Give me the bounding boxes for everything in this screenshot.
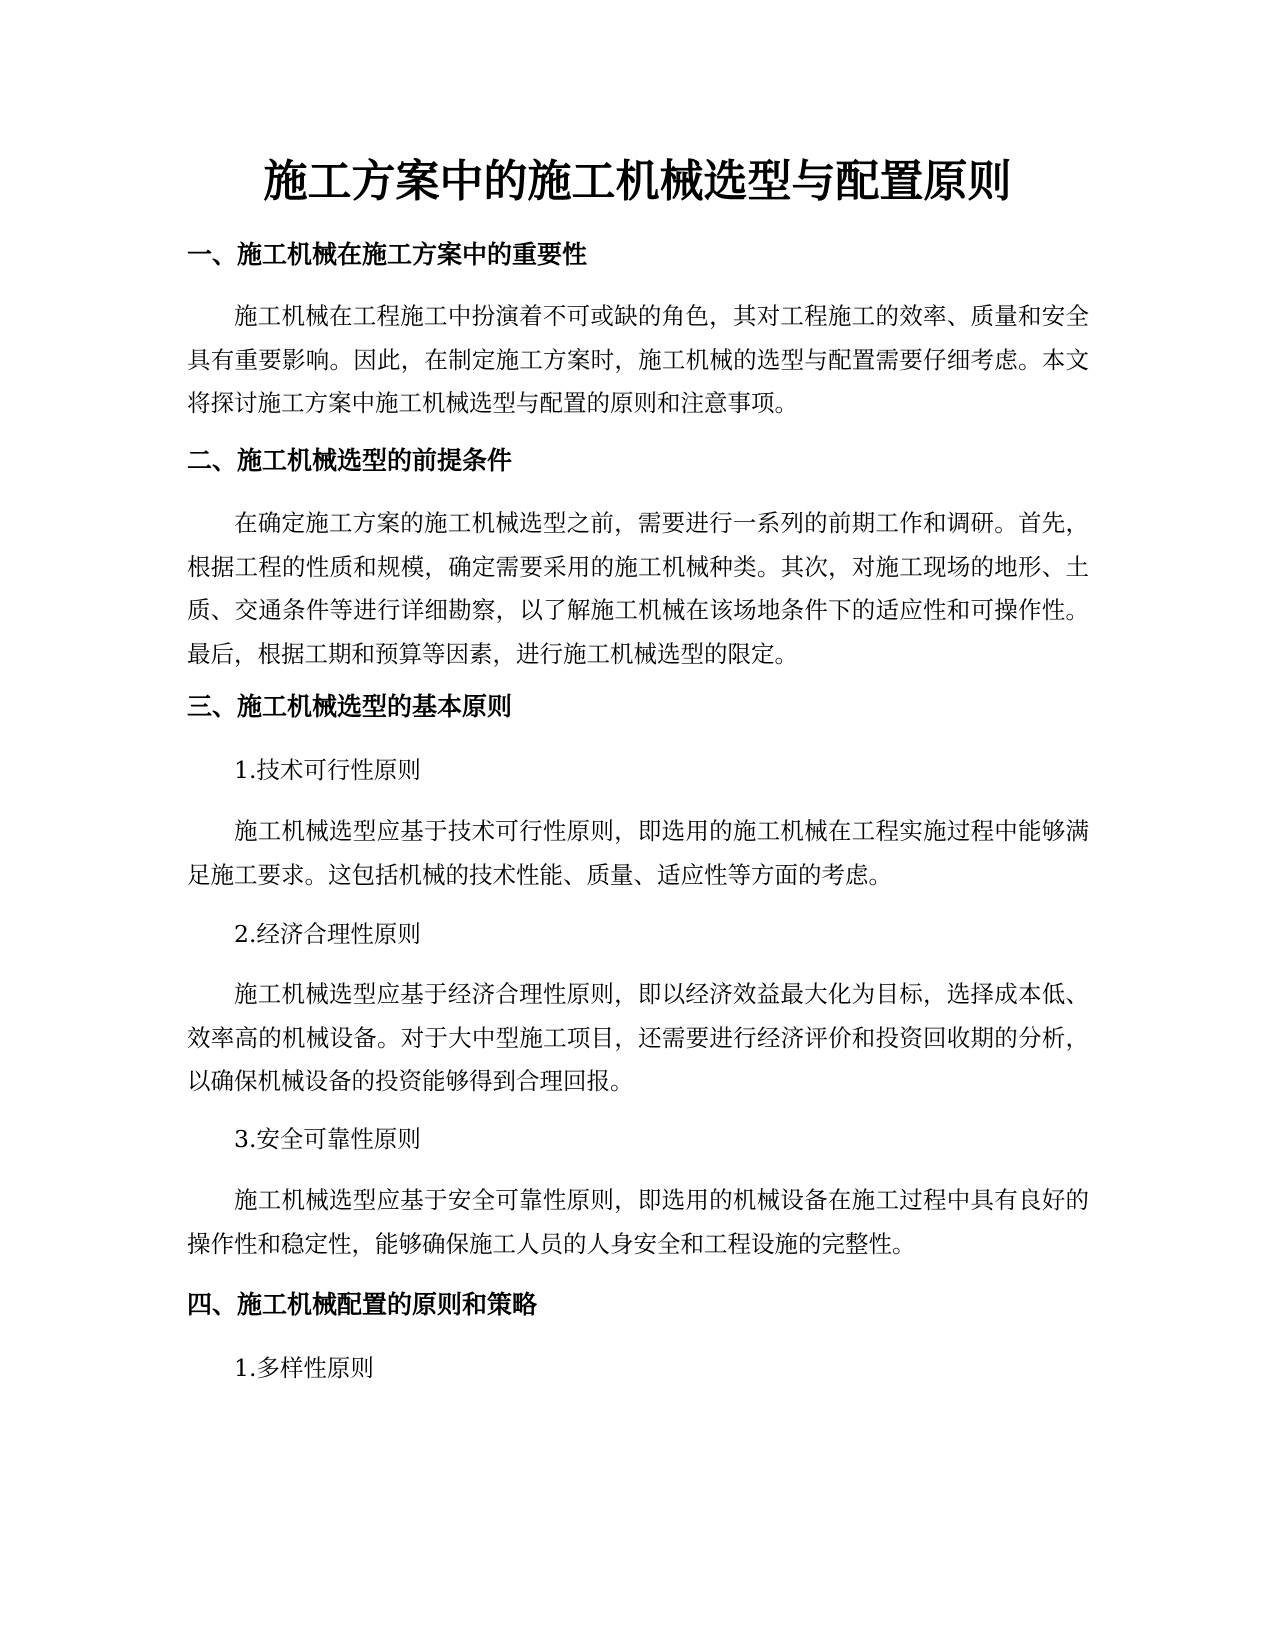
section-heading-4: 四、施工机械配置的原则和策略 <box>187 1290 538 1319</box>
section-heading-3: 三、施工机械选型的基本原则 <box>187 692 513 721</box>
principle-paragraph-technical: 施工机械选型应基于技术可行性原则，即选用的施工机械在工程实施过程中能够满足施工要求。这包括机械的技术性能、质量、适应性等方面的考虑。 <box>187 817 1089 889</box>
principle-paragraph-economic: 施工机械选型应基于经济合理性原则，即以经济效益最大化为目标，选择成本低、效率高的机械设备。对于大中型施工项目，还需要进行经济评价和投资回收期的分析，以确保机械设备的投资能够得到合理回报。 <box>187 980 1089 1095</box>
section-1-paragraph: 施工机械在工程施工中扮演着不可或缺的角色，其对工程施工的效率、质量和安全具有重要影响。因此，在制定施工方案时，施工机械的选型与配置需要仔细考虑。本文将探讨施工方案中施工机械选型与配置的原则和注意事项。 <box>187 302 1089 417</box>
principle-label-technical: 1.技术可行性原则 <box>234 756 421 784</box>
section-heading-1: 一、施工机械在施工方案中的重要性 <box>187 240 588 269</box>
strategy-label-diversity: 1.多样性原则 <box>234 1354 374 1382</box>
document-title: 施工方案中的施工机械选型与配置原则 <box>263 156 1012 207</box>
section-heading-2: 二、施工机械选型的前提条件 <box>187 446 513 475</box>
principle-paragraph-safety: 施工机械选型应基于安全可靠性原则，即选用的机械设备在施工过程中具有良好的操作性和稳定性，能够确保施工人员的人身安全和工程设施的完整性。 <box>187 1186 1089 1258</box>
principle-label-economic: 2.经济合理性原则 <box>234 920 421 948</box>
principle-label-safety: 3.安全可靠性原则 <box>234 1125 421 1153</box>
section-2-paragraph: 在确定施工方案的施工机械选型之前，需要进行一系列的前期工作和调研。首先，根据工程的性质和规模，确定需要采用的施工机械种类。其次，对施工现场的地形、土质、交通条件等进行详细勘察，以了解施工机械在该场地条件下的适应性和可操作性。最后，根据工期和预算等因素，进行施工机械选型的限定。 <box>187 509 1089 668</box>
